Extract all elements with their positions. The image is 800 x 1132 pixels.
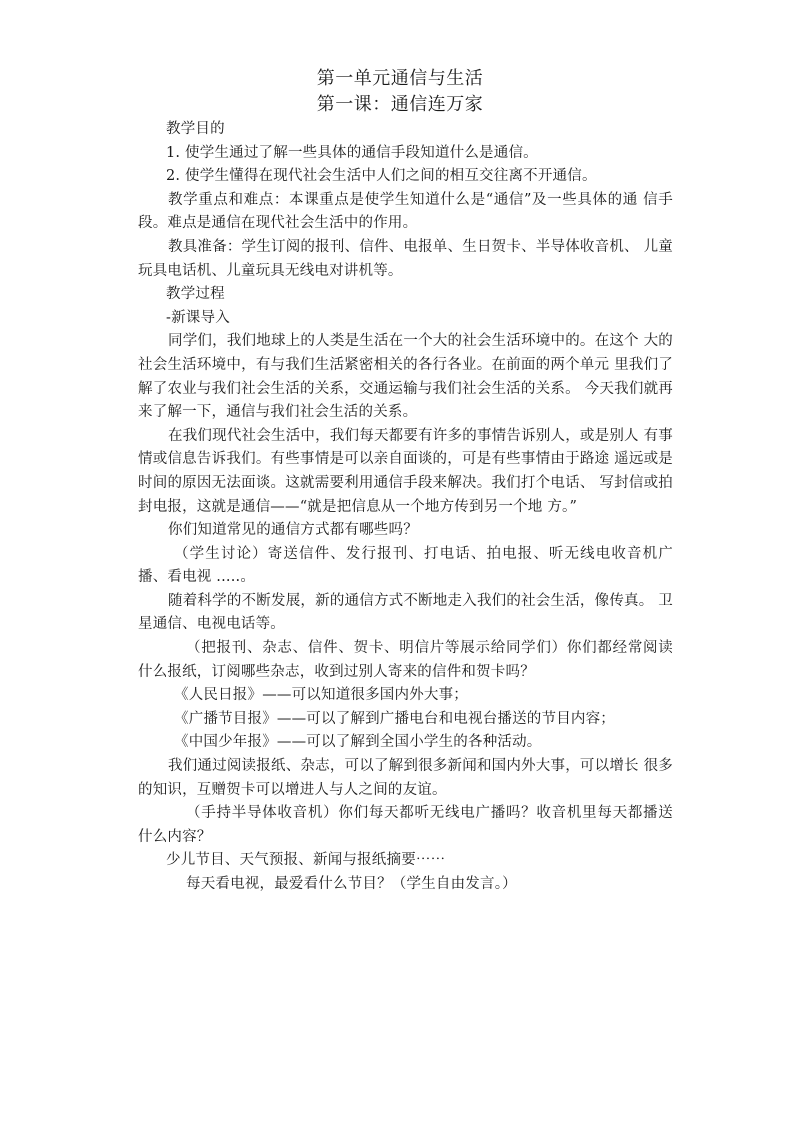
newspaper-item-3: 《中国少年报》——可以了解到全国小学生的各种活动。 (174, 734, 542, 751)
newspaper-item-2: 《广播节目报》——可以了解到广播电台和电视台播送的节目内容； (174, 710, 615, 727)
paragraph-radio-programs: 少儿节目、天气预报、新闻与报纸摘要⋯⋯ (166, 852, 446, 869)
paragraph-radio: （手持半导体收音机）你们每天都听无线电广播吗？收音机里每天都播送 什么内容？ (138, 805, 673, 845)
document-title: 第一单元通信与生活 (316, 68, 484, 89)
paragraph-intro: 同学们，我们地球上的人类是生活在一个大的社会生活环境中的。在这个 大的社会生活环境中，有与我们生活紧密相关的各行各业。在前面的两个单元 里我们了解了农业与我们社会生活的关系，交通运输与我们社会生活的关系。 今天我们就再来了解一下，通信与我们社会生活的关系。 (138, 333, 673, 421)
paragraph-daily-life: 在我们现代社会生活中，我们每天都要有许多的事情告诉别人，或是别人 有事情或信息告诉我们。有些事情是可以亲自面谈的，可是有些事情由于路途 遥远或是时间的原因无法面谈。这就需要利用通信手段来解决。我们打个电话、 写封信或拍封电报，这就是通信——“就是把信息从一个地方传到另一个地 方。” (138, 427, 673, 515)
lesson-subtitle: 第一课：通信连万家 (316, 94, 484, 115)
paragraph-reading-benefits: 我们通过阅读报纸、杂志，可以了解到很多新闻和国内外大事，可以增长 很多的知识，互赠贺卡可以增进人与人之间的友谊。 (138, 758, 673, 798)
document-body (138, 118, 673, 897)
paragraph-technology: 随着科学的不断发展，新的通信方式不断地走入我们的社会生活，像传真。 卫星通信、电视电话等。 (138, 592, 673, 633)
newspaper-item-1: 《人民日报》——可以知道很多国内外大事； (174, 687, 468, 704)
goal-item-1: 1. 使学生通过了解一些具体的通信手段知道什么是通信。 (166, 144, 538, 161)
heading-teaching-goals: 教学目的 (166, 121, 225, 137)
paragraph-show-materials: （把报刊、杂志、信件、贺卡、明信片等展示给同学们）你们都经常阅读 什么报纸，订阅哪些杂志，收到过别人寄来的信件和贺卡吗？ (138, 640, 673, 680)
paragraph-discussion: （学生讨论）寄送信件、发行报刊、打电话、拍电报、听无线电收音机广播、看电视 .....。 (138, 545, 673, 586)
paragraph-question: 你们知道常见的通信方式都有哪些吗？ (168, 522, 418, 539)
heading-new-lesson-intro: -新课导入 (166, 309, 230, 326)
goal-item-2: 2. 使学生懂得在现代社会生活中人们之间的相互交往离不开通信。 (166, 168, 597, 185)
heading-teaching-process: 教学过程 (166, 286, 225, 303)
paragraph-tv-question: 每天看电视，最爱看什么节目？（学生自由发言。） (186, 876, 517, 892)
paragraph-teaching-aids: 教具准备：学生订阅的报刊、信件、电报单、生日贺卡、半导体收音机、 儿童玩具电话机、儿童玩具无线电对讲机等。 (138, 238, 673, 279)
paragraph-key-points: 教学重点和难点：本课重点是使学生知道什么是“通信”及一些具体的通 信手段。难点是通信在现代社会生活中的作用。 (138, 191, 673, 232)
